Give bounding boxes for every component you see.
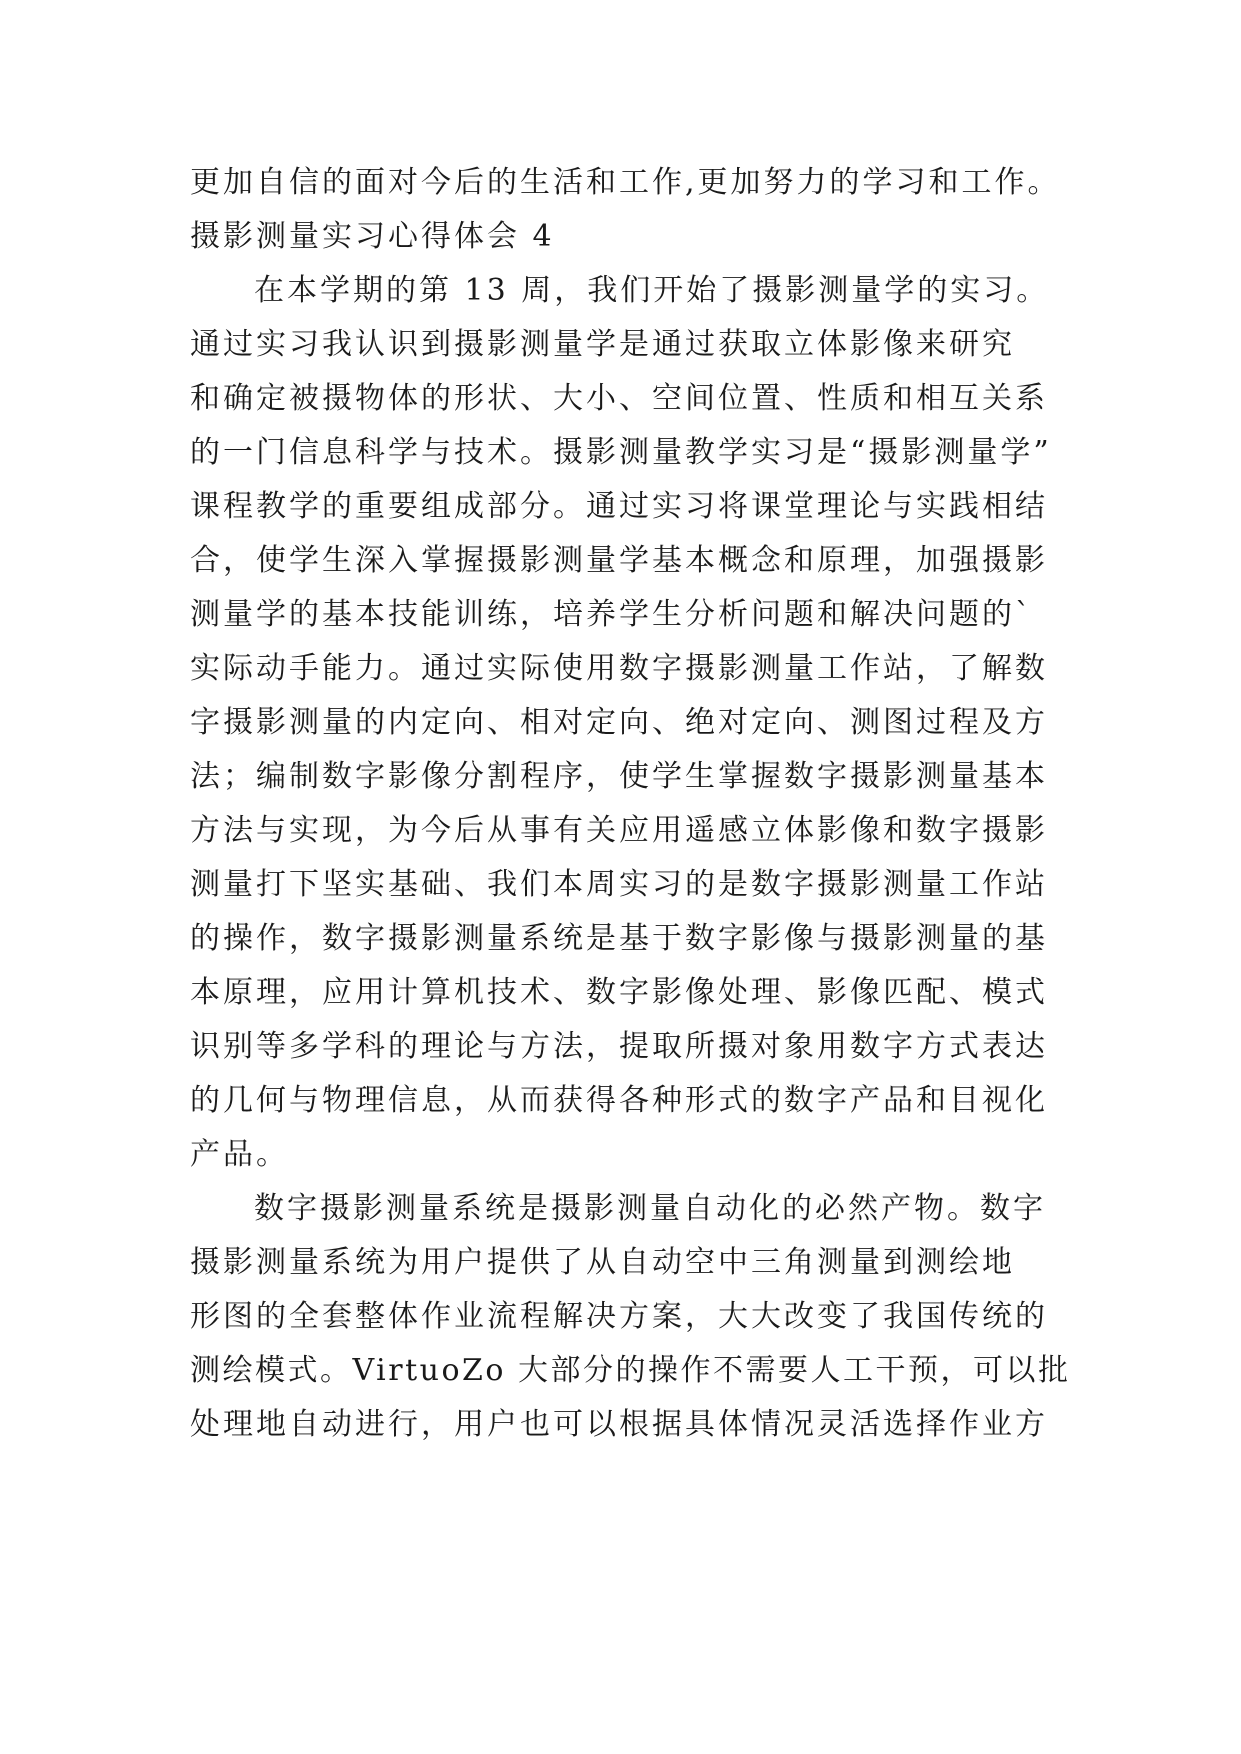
text-line: 产品。 [190,1137,289,1172]
text-line: 更加自信的面对今后的生活和工作,更加努力的学习和工作。 [190,165,1061,200]
text-line: 方法与实现，为今后从事有关应用遥感立体影像和数字摄影 [190,813,1048,848]
text-line: 识别等多学科的理论与方法，提取所摄对象用数字方式表达 [190,1029,1048,1064]
text-line: 合，使学生深入掌握摄影测量学基本概念和原理，加强摄影 [190,543,1048,578]
text-line: 和确定被摄物体的形状、大小、空间位置、性质和相互关系 [190,381,1048,416]
text-line: 本原理，应用计算机技术、数字影像处理、影像匹配、模式 [190,975,1048,1010]
text-line: 形图的全套整体作业流程解决方案，大大改变了我国传统的 [190,1299,1048,1334]
section-heading: 摄影测量实习心得体会 4 [190,219,555,254]
document-body [190,156,1070,1452]
text-line: 的一门信息科学与技术。摄影测量教学实习是“摄影测量学” [190,435,1052,470]
text-line: 法；编制数字影像分割程序，使学生掌握数字摄影测量基本 [190,759,1048,794]
text-line: 数字摄影测量系统是摄影测量自动化的必然产物。数字 [254,1191,1046,1226]
text-line: 处理地自动进行，用户也可以根据具体情况灵活选择作业方 [190,1407,1048,1442]
text-line: 测量学的基本技能训练，培养学生分析问题和解决问题的` [190,597,1033,632]
text-line: 课程教学的重要组成部分。通过实习将课堂理论与实践相结 [190,489,1048,524]
text-line: 测量打下坚实基础、我们本周实习的是数字摄影测量工作站 [190,867,1048,902]
text-line: 在本学期的第 13 周，我们开始了摄影测量学的实习。 [254,273,1050,308]
text-line: 的几何与物理信息，从而获得各种形式的数字产品和目视化 [190,1083,1048,1118]
text-line: 测绘模式。VirtuoZo 大部分的操作不需要人工干预，可以批 [190,1353,1071,1388]
text-line: 的操作，数字摄影测量系统是基于数字影像与摄影测量的基 [190,921,1048,956]
text-line: 实际动手能力。通过实际使用数字摄影测量工作站，了解数 [190,651,1048,686]
text-line: 摄影测量系统为用户提供了从自动空中三角测量到测绘地 [190,1245,1015,1280]
text-line: 字摄影测量的内定向、相对定向、绝对定向、测图过程及方 [190,705,1048,740]
text-line: 通过实习我认识到摄影测量学是通过获取立体影像来研究 [190,327,1015,362]
